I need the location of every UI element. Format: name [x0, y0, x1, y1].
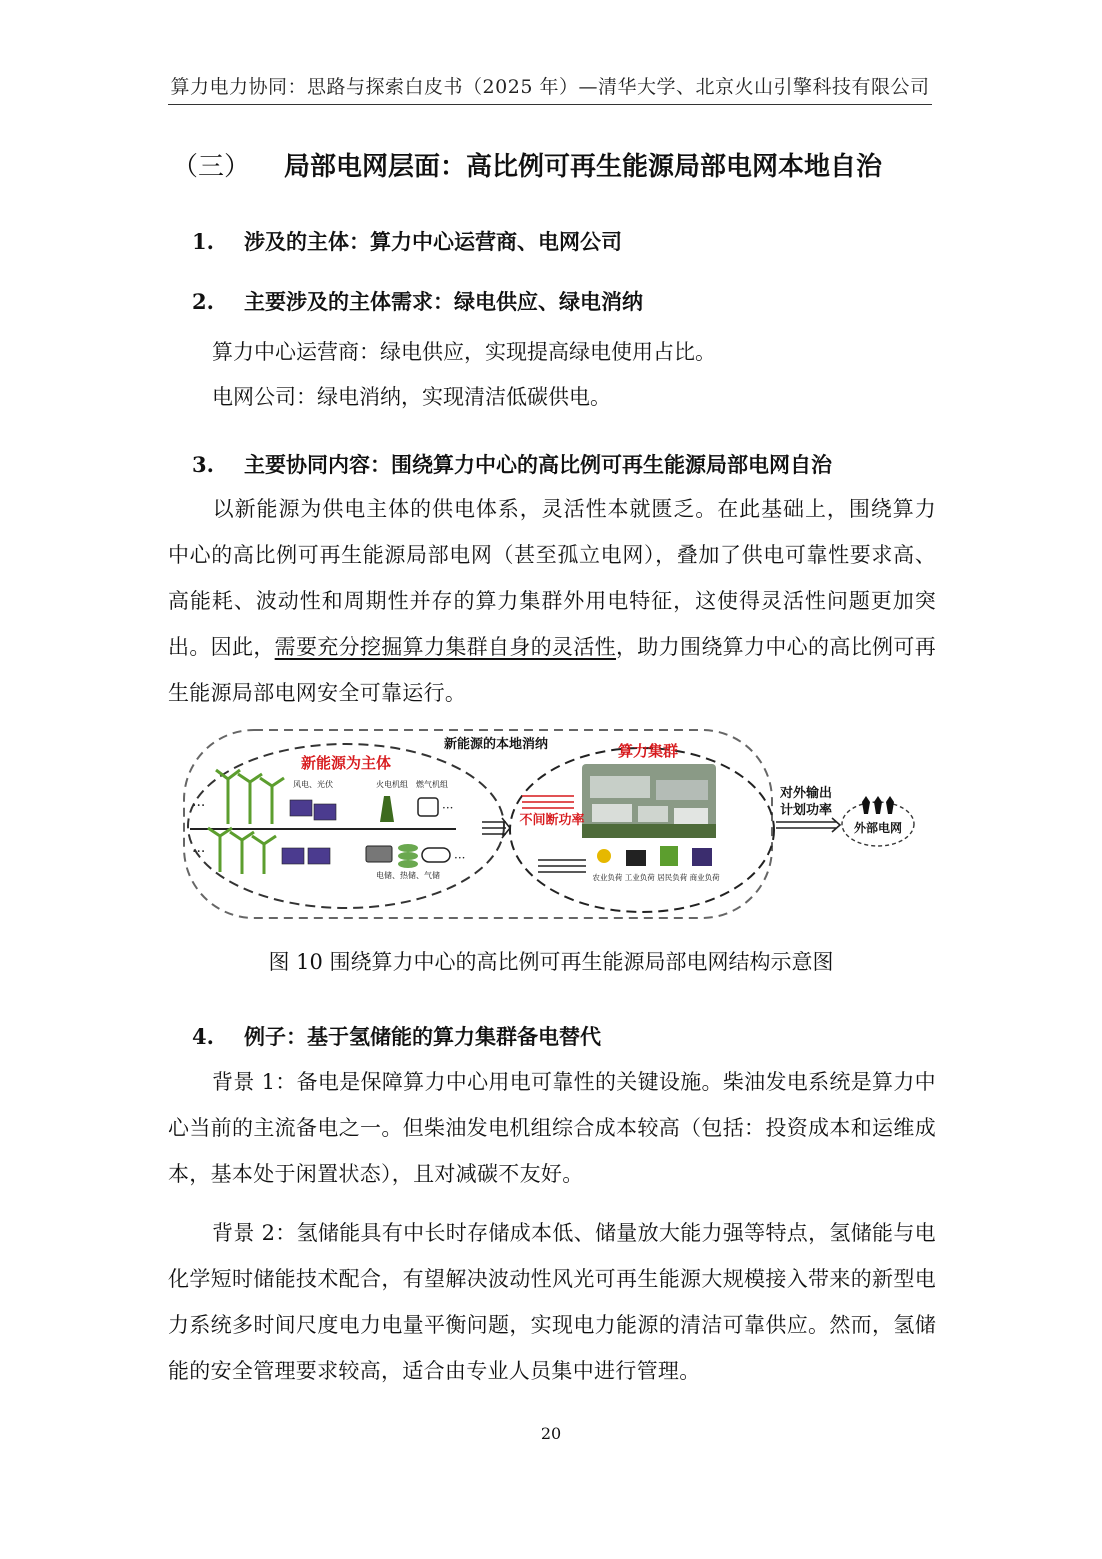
thermal-plant-icon [380, 796, 394, 822]
page-header: 算力电力协同：思路与探索白皮书（2025 年）—清华大学、北京火山引擎科技有限公司 [170, 76, 930, 98]
wind-solar-label: 风电、光伏 [293, 780, 333, 789]
transmission-tower-icon [862, 796, 894, 814]
grid-structure-diagram [180, 724, 920, 924]
ellipsis-gas: ··· [442, 801, 454, 815]
paragraph-text: 背景 1：备电是保障算力中心用电可靠性的关键设施。柴油发电系统是算力中心当前的主流备电之一。但柴油发电机组综合成本较高（包括：投资成本和运维成本，基本处于闲置状态），且对减碳不友好。 [168, 1070, 936, 1186]
ellipsis-left-2: ··· [192, 844, 206, 860]
figure-caption-text: 围绕算力中心的高比例可再生能源局部电网结构示意图 [329, 950, 834, 974]
residential-load-icon [660, 846, 678, 866]
left-title: 新能源为主体 [300, 754, 392, 772]
paragraph-background-2 [168, 1210, 936, 1394]
paragraph-text-end: ，助力围绕算力中心的高比例可再生能源局部电网安全可靠运行。 [168, 635, 936, 705]
section-heading: 局部电网层面：高比例可再生能源局部电网本地自治 [284, 152, 883, 182]
item-number: 1. [192, 229, 214, 254]
header-rule [168, 104, 932, 105]
commercial-load-icon [692, 848, 712, 866]
cluster-title: 算力集群 [617, 742, 679, 760]
ellipsis-left: ··· [192, 798, 206, 814]
section-title [172, 146, 882, 183]
heat-storage-icon [398, 844, 418, 868]
ellipsis-storage: ··· [454, 851, 466, 865]
paragraph-background-1 [168, 1059, 936, 1197]
demand-grid: 电网公司：绿电消纳，实现清洁低碳供电。 [212, 385, 611, 409]
item-3-heading [192, 449, 832, 479]
arrow-icon [482, 818, 510, 838]
agriculture-load-icon [597, 849, 611, 863]
wind-turbine-icon [208, 770, 284, 874]
solar-panel-icon [282, 800, 336, 864]
paragraph-text: 背景 2：氢储能具有中长时存储成本低、储量放大能力强等特点，氢储能与电化学短时储能技术配合，有望解决波动性风光可再生能源大规模接入带来的新型电力系统多时间尺度电力电量平衡问题，实现电力能源的清洁可靠供应。然而，氢储能的安全管理要求较高，适合由专业人员集中进行管理。 [168, 1221, 936, 1383]
loads-label: 农业负荷 工业负荷 居民负荷 商业负荷 [592, 873, 720, 882]
gas-storage-icon [422, 848, 450, 862]
battery-icon [366, 846, 392, 862]
industry-load-icon [626, 850, 646, 866]
item-4-heading [192, 1021, 601, 1051]
item-title: 涉及的主体：算力中心运营商、电网公司 [244, 230, 622, 254]
underlined-text: 需要充分挖掘算力集群自身的灵活性 [274, 635, 617, 659]
storage-label: 电储、热储、气储 [376, 871, 440, 880]
external-grid-label: 外部电网 [853, 821, 903, 835]
item-title: 例子：基于氢储能的算力集群备电替代 [244, 1025, 601, 1049]
item-2-heading [192, 286, 643, 316]
page-number: 20 [540, 1424, 562, 1443]
item-number: 4. [192, 1024, 214, 1049]
demand-operator: 算力中心运营商：绿电供应，实现提高绿电使用占比。 [212, 340, 716, 364]
top-label: 新能源的本地消纳 [443, 737, 549, 752]
load-arrow-icon [538, 860, 586, 872]
red-arrow-icon [522, 796, 574, 808]
gas-generator-icon [418, 798, 438, 816]
item-number: 2. [192, 289, 214, 314]
item-title: 主要协同内容：围绕算力中心的高比例可再生能源局部电网自治 [244, 453, 832, 477]
item-title: 主要涉及的主体需求：绿电供应、绿电消纳 [244, 290, 643, 314]
export-arrow-icon [776, 818, 840, 832]
paragraph-flexibility [168, 486, 936, 716]
export-label-1: 对外输出 [779, 786, 833, 801]
thermal-label: 火电机组 [376, 780, 408, 789]
gas-label: 燃气机组 [416, 780, 448, 789]
figure-caption [0, 946, 1102, 976]
uninterrupted-label: 不间断功率 [519, 813, 585, 828]
item-number: 3. [192, 452, 214, 477]
data-center-image [582, 764, 716, 838]
export-label-2: 计划功率 [779, 803, 833, 818]
item-1-heading [192, 226, 622, 256]
figure-number: 图 10 [268, 950, 323, 974]
section-number: （三） [172, 152, 251, 182]
paragraph-text: 以新能源为供电主体的供电体系，灵活性本就匮乏。在此基础上，围绕算力中心的高比例可再生能源局部电网（甚至孤立电网），叠加了供电可靠性要求高、高能耗、波动性和周期性并存的算力集群外用电特征，这使得灵活性问题更加突出。因此， [168, 497, 936, 659]
